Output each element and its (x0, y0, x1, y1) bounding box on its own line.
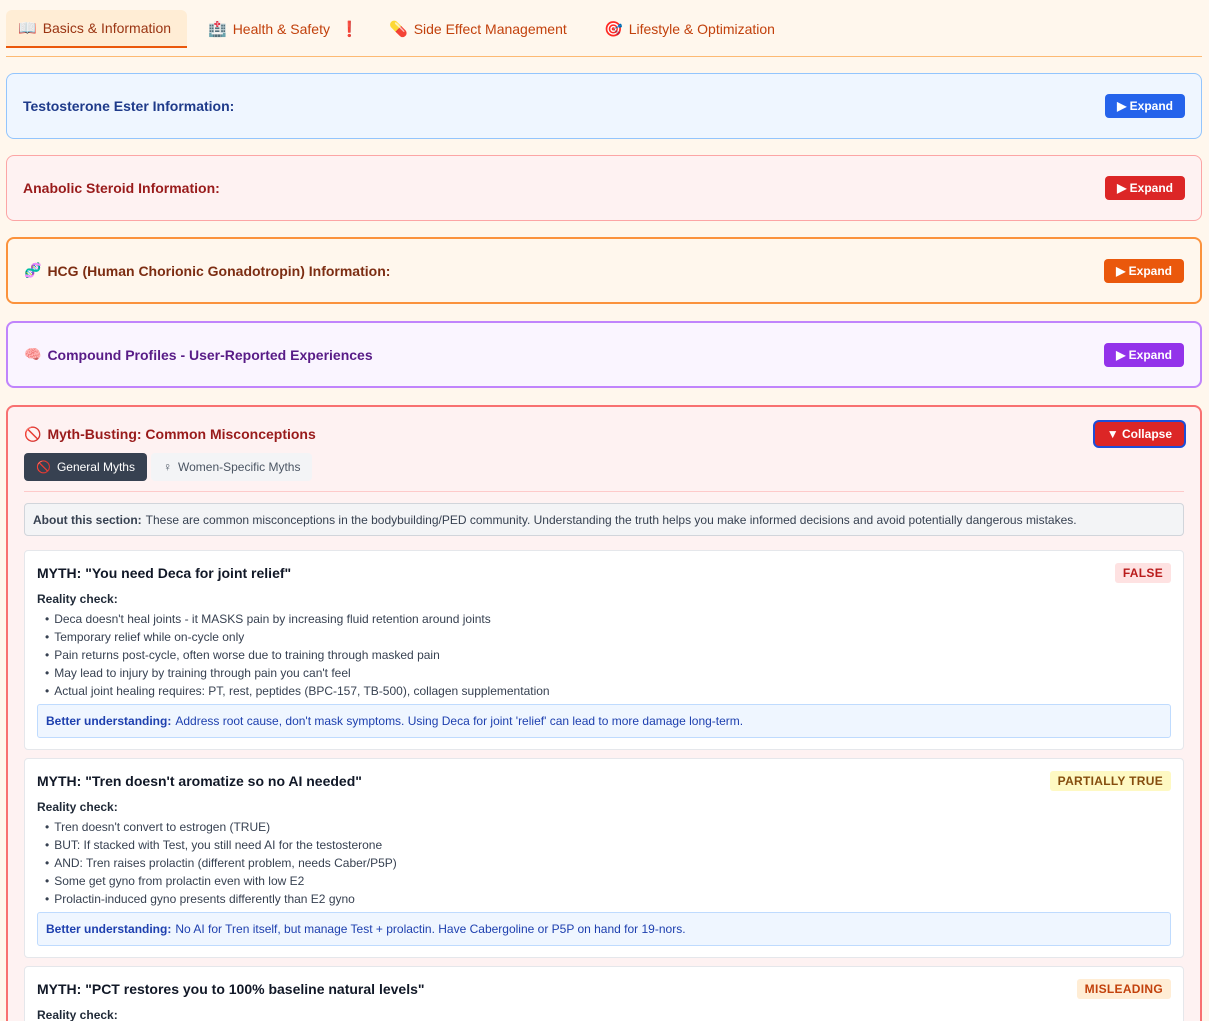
reality-points (37, 818, 397, 908)
pill-icon: 💊 (389, 20, 408, 38)
section-title: Myth-Busting: Common Misconceptions (47, 426, 316, 442)
reality-check-label: Reality check: (37, 1008, 118, 1021)
about-label: About this section: (33, 512, 142, 527)
myth-card (24, 966, 1184, 1021)
subtab-label: Women-Specific Myths (177, 460, 301, 474)
better-label: Better understanding: (46, 714, 172, 728)
list-item: • Deca doesn't heal joints - it MASKS pain by increasing fluid retention around joints (37, 610, 550, 628)
tab-health-safety[interactable] (196, 10, 371, 47)
compound-profiles-section (6, 321, 1202, 388)
collapse-button[interactable]: ▼ Collapse (1095, 422, 1184, 446)
myth-card (24, 550, 1184, 750)
expand-button[interactable]: ▶ Expand (1105, 94, 1185, 118)
main-tab-bar (6, 10, 1202, 57)
subtab-general-myths[interactable] (24, 453, 147, 481)
tab-label: Side Effect Management (413, 20, 567, 37)
brain-icon: 🧠 (24, 346, 42, 362)
list-item: • Temporary relief while on-cycle only (37, 628, 550, 646)
tab-side-effect-management[interactable] (377, 10, 579, 47)
female-sign-icon: ♀ (162, 460, 172, 474)
expand-button[interactable]: ▶ Expand (1105, 176, 1185, 200)
better-understanding-box (37, 912, 1171, 946)
section-title: Anabolic Steroid Information: (23, 180, 220, 196)
section-title: Compound Profiles - User-Reported Experiences (47, 346, 373, 363)
tab-lifestyle-optimization[interactable] (592, 10, 787, 47)
verdict-badge: PARTIALLY TRUE (1050, 771, 1171, 791)
testosterone-ester-section (6, 73, 1202, 139)
divider (24, 491, 1184, 492)
list-item: • May lead to injury by training through pain you can't feel (37, 664, 550, 682)
myth-subtabs (24, 453, 312, 481)
myth-title: MYTH: "You need Deca for joint relief" (37, 565, 292, 581)
better-understanding-box (37, 704, 1171, 738)
tab-basics-information[interactable] (6, 10, 187, 48)
hospital-icon: 🏥 (208, 20, 227, 38)
subtab-women-specific-myths[interactable] (151, 453, 312, 481)
myth-busting-section (6, 405, 1202, 1021)
prohibited-icon: 🚫 (36, 460, 51, 474)
better-text: No AI for Tren itself, but manage Test + prolactin. Have Cabergoline or P5P on hand for 19-nors. (175, 922, 686, 936)
open-book-icon: 📖 (18, 20, 37, 37)
dna-icon: 🧬 (24, 262, 42, 278)
target-icon: 🎯 (604, 20, 623, 38)
myth-card (24, 758, 1184, 958)
reality-check-label: Reality check: (37, 592, 118, 606)
list-item: • Some get gyno from prolactin even with low E2 (37, 872, 397, 890)
section-title: HCG (Human Chorionic Gonadotropin) Information: (47, 262, 391, 279)
subtab-label: General Myths (56, 460, 135, 474)
tab-label: Lifestyle & Optimization (628, 20, 775, 37)
tab-label: Health & Safety (232, 20, 330, 37)
myth-title: MYTH: "Tren doesn't aromatize so no AI needed" (37, 773, 362, 789)
better-text: Address root cause, don't mask symptoms. Using Deca for joint 'relief' can lead to more damage long-term. (175, 714, 744, 728)
verdict-badge: FALSE (1115, 563, 1171, 583)
anabolic-steroid-section (6, 155, 1202, 221)
list-item: • Pain returns post-cycle, often worse due to training through masked pain (37, 646, 550, 664)
list-item: • AND: Tren raises prolactin (different problem, needs Caber/P5P) (37, 854, 397, 872)
list-item: • Tren doesn't convert to estrogen (TRUE) (37, 818, 397, 836)
section-title: Testosterone Ester Information: (23, 98, 235, 114)
list-item: • BUT: If stacked with Test, you still need AI for the testosterone (37, 836, 397, 854)
better-label: Better understanding: (46, 922, 172, 936)
expand-button[interactable]: ▶ Expand (1104, 343, 1184, 367)
expand-button[interactable]: ▶ Expand (1104, 259, 1184, 283)
about-section-note (24, 503, 1184, 536)
reality-check-label: Reality check: (37, 800, 118, 814)
hcg-section (6, 237, 1202, 304)
verdict-badge: MISLEADING (1077, 979, 1171, 999)
prohibited-icon: 🚫 (24, 425, 42, 442)
tab-label: Basics & Information (42, 20, 172, 36)
exclamation-icon: ❗ (339, 20, 359, 38)
reality-points (37, 610, 550, 700)
list-item: • Actual joint healing requires: PT, rest, peptides (BPC-157, TB-500), collagen supplementation (37, 682, 550, 700)
list-item: • Prolactin-induced gyno presents differently than E2 gyno (37, 890, 397, 908)
myth-title: MYTH: "PCT restores you to 100% baseline natural levels" (37, 981, 425, 997)
about-text: These are common misconceptions in the bodybuilding/PED community. Understanding the truth helps you make informed decisions and avoid potentially dangerous mistakes. (145, 512, 1077, 527)
